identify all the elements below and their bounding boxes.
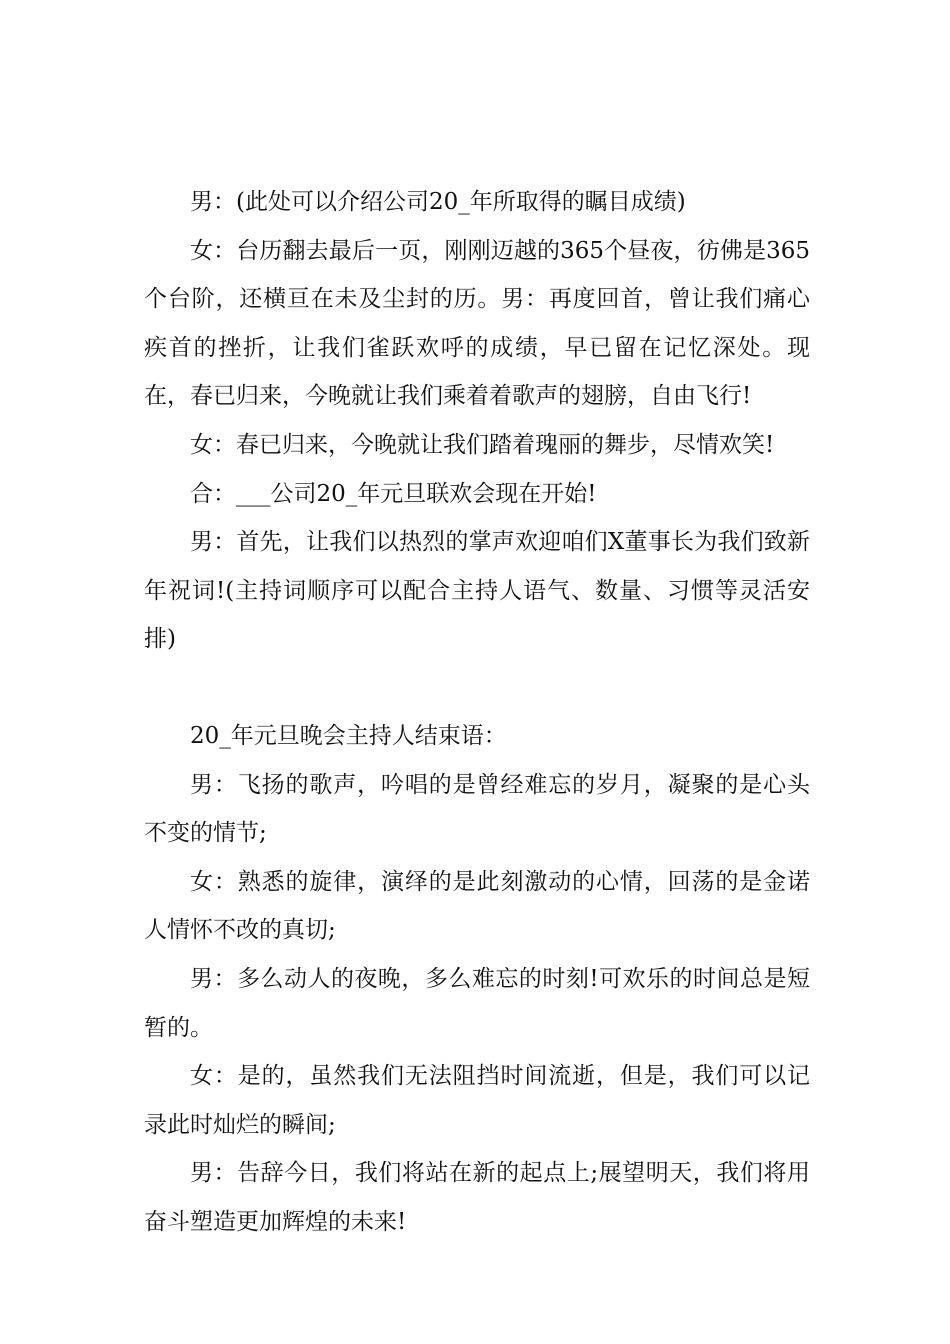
paragraph-closing-5: 男：告辞今日，我们将站在新的起点上;展望明天，我们将用奋斗塑造更加辉煌的未来! bbox=[144, 1160, 810, 1235]
paragraph-spring-returns: 女：春已归来，今晚就让我们踏着瑰丽的舞步，尽情欢笑! bbox=[190, 431, 775, 458]
paragraph-opening-announcement: 合：___公司20_年元旦联欢会现在开始! bbox=[190, 480, 597, 507]
section-heading-closing: 20_年元旦晚会主持人结束语： bbox=[190, 722, 507, 749]
paragraph-closing-3: 男：多么动人的夜晚，多么难忘的时刻!可欢乐的时间总是短暂的。 bbox=[144, 965, 810, 1041]
paragraph-intro-achievements: 男：(此处可以介绍公司20_年所取得的瞩目成绩) bbox=[190, 189, 686, 215]
paragraph-closing-4: 女：是的，虽然我们无法阻挡时间流逝，但是，我们可以记录此时灿烂的瞬间; bbox=[144, 1063, 810, 1138]
paragraph-closing-1: 男：飞扬的歌声，吟唱的是曾经难忘的岁月，凝聚的是心头不变的情节; bbox=[144, 771, 810, 847]
section-spacer bbox=[144, 664, 810, 712]
paragraph-closing-2: 女：熟悉的旋律，演绎的是此刻激动的心情，回荡的是金诺人情怀不改的真切; bbox=[144, 868, 810, 944]
document-body bbox=[144, 178, 810, 1246]
paragraph-chairman-speech: 男：首先，让我们以热烈的掌声欢迎咱们X董事长为我们致新年祝词!(主持词顺序可以配合主持人语气、数量、习惯等灵活安排) bbox=[144, 529, 810, 653]
paragraph-calendar-turning: 女：台历翻去最后一页，刚刚迈越的365个昼夜，彷佛是365个台阶，还横亘在未及尘封的历。男：再度回首，曾让我们痛心疾首的挫折，让我们雀跃欢呼的成绩，早已留在记忆深处。现在，春已归来，今晚就让我们乘着着歌声的翅膀，自由飞行! bbox=[144, 237, 810, 410]
